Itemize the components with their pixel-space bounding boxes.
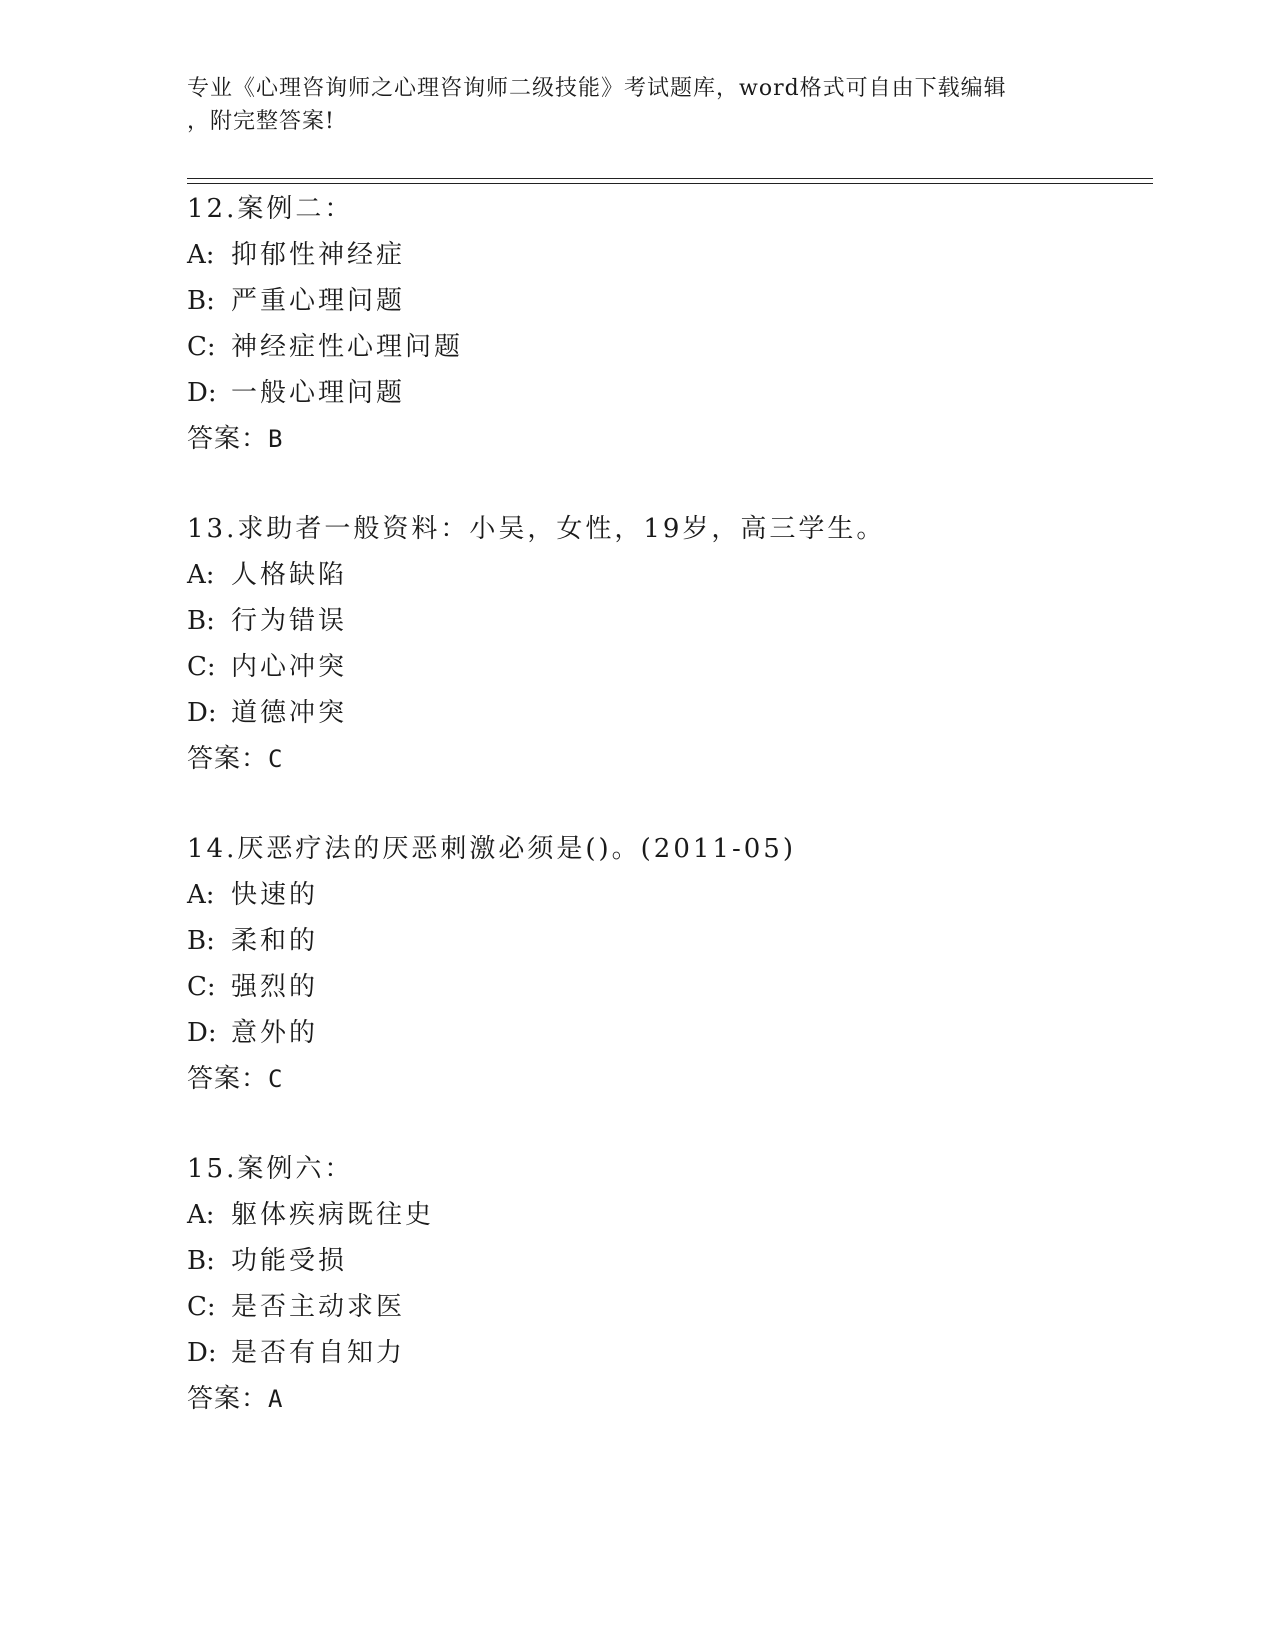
option-text: 是否有自知力 <box>231 1338 406 1368</box>
option-text: 柔和的 <box>231 926 319 956</box>
header-divider-top <box>187 178 1153 179</box>
option-text: 是否主动求医 <box>231 1292 406 1322</box>
option-b <box>187 918 1147 964</box>
option-key: D: <box>187 1018 217 1048</box>
option-key: A: <box>187 560 215 590</box>
option-text: 道德冲突 <box>231 698 348 728</box>
answer-label: 答案： <box>187 424 269 454</box>
header-line-2: ，附完整答案! <box>187 109 335 134</box>
answer-value: C <box>268 1065 284 1093</box>
option-key: D: <box>187 1338 217 1368</box>
option-text: 躯体疾病既往史 <box>231 1200 435 1230</box>
answer-line <box>187 416 1147 462</box>
option-text: 人格缺陷 <box>231 560 348 590</box>
option-c <box>187 644 1147 690</box>
option-key: C: <box>187 332 216 362</box>
question-stem: 15.案例六： <box>187 1154 354 1184</box>
option-text: 严重心理问题 <box>231 286 406 316</box>
answer-value: A <box>268 1385 284 1413</box>
header-divider-bottom <box>187 183 1153 184</box>
answer-line <box>187 1056 1147 1102</box>
option-key: C: <box>187 1292 216 1322</box>
option-key: A: <box>187 1200 215 1230</box>
header-line-1: 专业《心理咨询师之心理咨询师二级技能》考试题库，word格式可自由下载编辑 <box>187 76 1007 101</box>
answer-value: C <box>268 745 284 773</box>
option-text: 意外的 <box>231 1018 319 1048</box>
option-c <box>187 964 1147 1010</box>
option-a <box>187 552 1147 598</box>
option-text: 强烈的 <box>231 972 319 1002</box>
question-12 <box>187 186 1147 462</box>
document-header <box>187 72 1087 138</box>
option-text: 抑郁性神经症 <box>231 240 406 270</box>
option-key: B: <box>187 606 215 636</box>
question-15 <box>187 1146 1147 1422</box>
option-d <box>187 1330 1147 1376</box>
option-key: B: <box>187 926 215 956</box>
option-b <box>187 278 1147 324</box>
question-13 <box>187 506 1147 782</box>
option-b <box>187 1238 1147 1284</box>
question-stem: 14.厌恶疗法的厌恶刺激必须是()。(2011-05) <box>187 834 796 864</box>
answer-label: 答案： <box>187 1064 269 1094</box>
option-key: B: <box>187 1246 215 1276</box>
answer-label: 答案： <box>187 744 269 774</box>
question-14 <box>187 826 1147 1102</box>
answer-line <box>187 1376 1147 1422</box>
option-d <box>187 370 1147 416</box>
option-text: 内心冲突 <box>231 652 348 682</box>
option-key: C: <box>187 972 216 1002</box>
option-b <box>187 598 1147 644</box>
option-text: 功能受损 <box>231 1246 348 1276</box>
option-d <box>187 1010 1147 1056</box>
option-key: D: <box>187 378 217 408</box>
question-stem: 12.案例二： <box>187 194 354 224</box>
answer-line <box>187 736 1147 782</box>
option-key: A: <box>187 880 215 910</box>
option-text: 神经症性心理问题 <box>231 332 464 362</box>
option-c <box>187 324 1147 370</box>
option-c <box>187 1284 1147 1330</box>
option-d <box>187 690 1147 736</box>
option-key: D: <box>187 698 217 728</box>
option-a <box>187 872 1147 918</box>
answer-value: B <box>268 425 284 453</box>
option-a <box>187 1192 1147 1238</box>
question-stem: 13.求助者一般资料：小吴，女性，19岁，高三学生。 <box>187 514 886 544</box>
option-text: 快速的 <box>231 880 319 910</box>
answer-label: 答案： <box>187 1384 269 1414</box>
option-key: C: <box>187 652 216 682</box>
option-text: 行为错误 <box>231 606 348 636</box>
option-a <box>187 232 1147 278</box>
option-key: A: <box>187 240 215 270</box>
option-text: 一般心理问题 <box>231 378 406 408</box>
option-key: B: <box>187 286 215 316</box>
